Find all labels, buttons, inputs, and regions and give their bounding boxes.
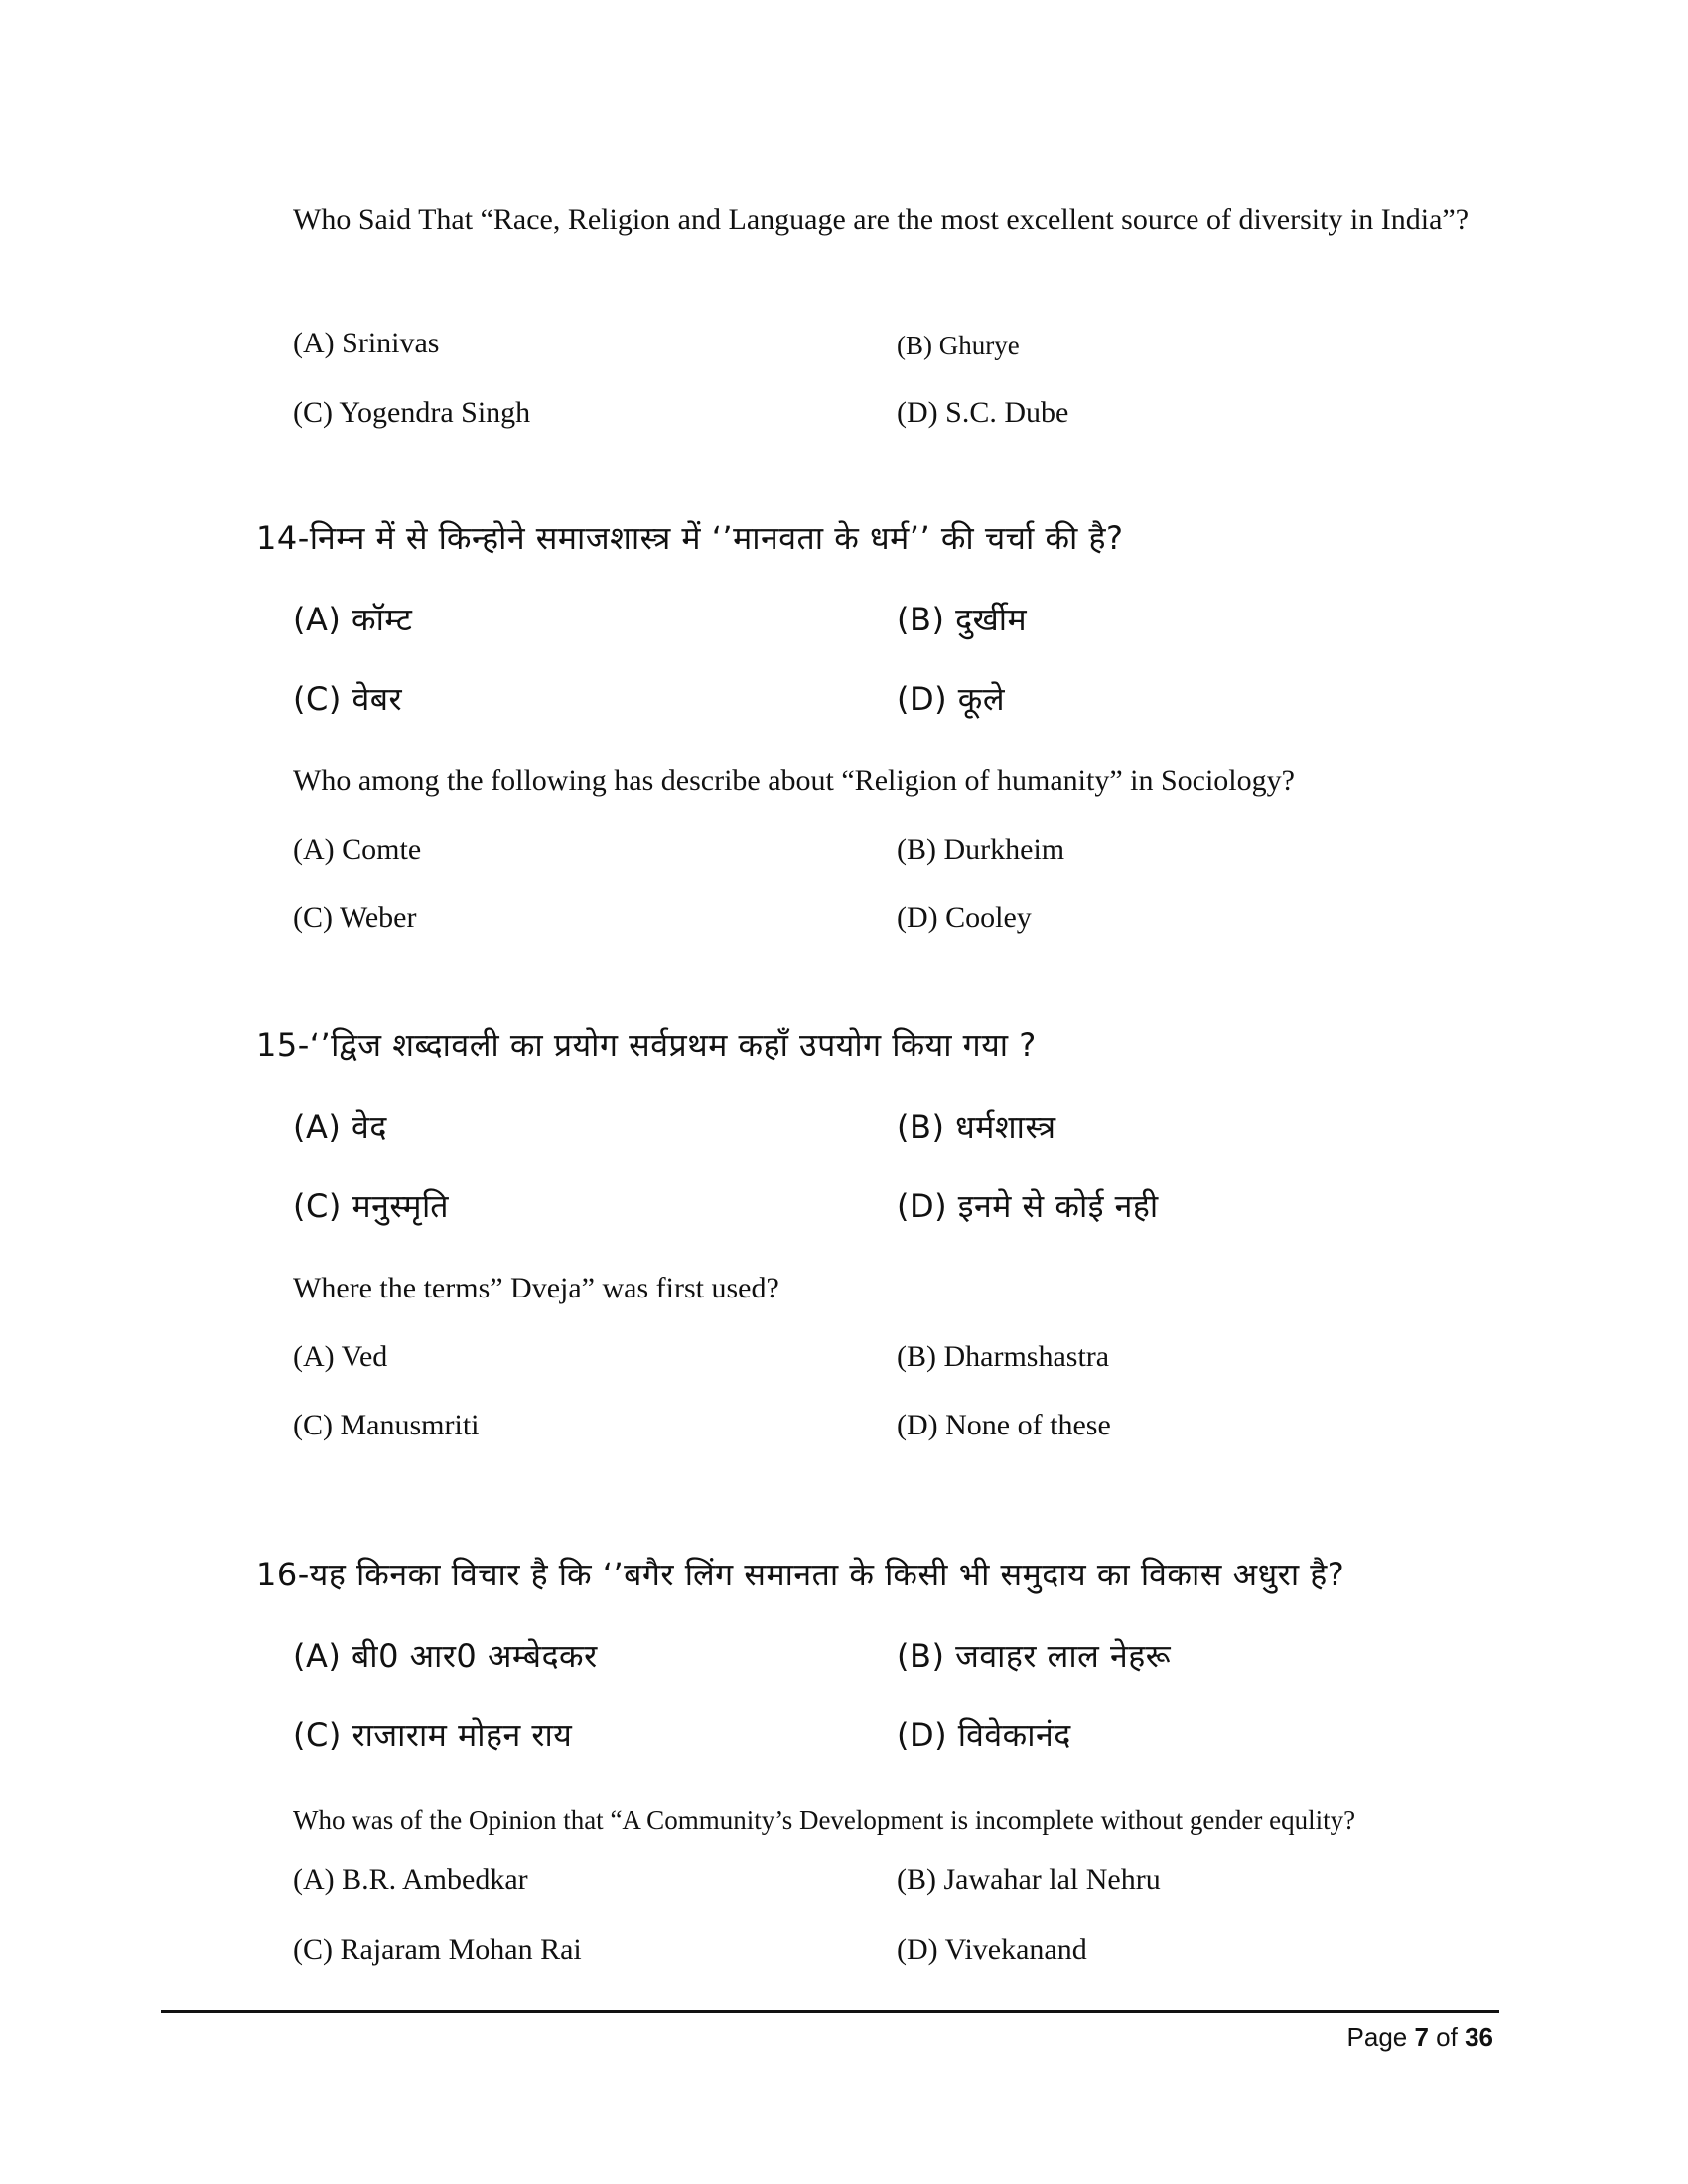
q13-option-b: (B) Ghurye [897, 331, 1020, 360]
q14-hindi-option-c: (C) वेबर [293, 680, 403, 718]
q13-option-c: (C) Yogendra Singh [293, 396, 531, 429]
q15-hindi-option-a: (A) वेद [293, 1108, 387, 1146]
page-mid: of [1428, 2022, 1466, 2052]
q14-option-a: (A) Comte [293, 833, 422, 866]
q13-english-question: Who Said That “Race, Religion and Language are the most excellent source of diversity in India”? [293, 204, 1470, 236]
q16-option-b: (B) Jawahar lal Nehru [897, 1863, 1161, 1896]
q14-hindi-option-d: (D) कूले [897, 680, 1006, 718]
footer-divider [161, 2010, 1499, 2013]
q16-option-c: (C) Rajaram Mohan Rai [293, 1933, 582, 1966]
q15-hindi-option-b: (B) धर्मशास्त्र [897, 1108, 1056, 1146]
q16-english-question: Who was of the Opinion that “A Community’s Development is incomplete without gender equlity? [293, 1805, 1356, 1835]
q14-hindi-question: 14-निम्न में से किन्होने समाजशास्त्र में ‘’मानवता के धर्म’’ की चर्चा की है? [256, 519, 1124, 557]
q14-hindi-option-a: (A) कॉम्ट [293, 601, 413, 638]
q13-option-a: (A) Srinivas [293, 327, 440, 359]
q16-hindi-option-b: (B) जवाहर लाल नेहरू [897, 1637, 1172, 1675]
q13-option-d: (D) S.C. Dube [897, 396, 1069, 429]
page-total: 36 [1465, 2022, 1493, 2052]
page-number [1347, 2021, 1493, 2053]
q15-hindi-option-d: (D) इनमे से कोई नही [897, 1187, 1159, 1225]
q16-option-d: (D) Vivekanand [897, 1933, 1087, 1966]
q15-english-question: Where the terms” Dveja” was first used? [293, 1272, 779, 1304]
q14-english-question: Who among the following has describe about “Religion of humanity” in Sociology? [293, 764, 1295, 797]
q14-option-b: (B) Durkheim [897, 833, 1065, 866]
q16-hindi-option-d: (D) विवेकानंद [897, 1716, 1071, 1754]
q15-option-b: (B) Dharmshastra [897, 1340, 1110, 1373]
page-current: 7 [1414, 2022, 1429, 2052]
q16-hindi-question: 16-यह किनका विचार है कि ‘’बगैर लिंग समानता के किसी भी समुदाय का विकास अधुरा है? [256, 1556, 1345, 1593]
q15-hindi-question: 15-‘’द्विज शब्दावली का प्रयोग सर्वप्रथम कहाँ उपयोग किया गया ? [256, 1026, 1037, 1064]
q15-option-a: (A) Ved [293, 1340, 388, 1373]
q16-hindi-option-a: (A) बी0 आर0 अम्बेदकर [293, 1637, 598, 1675]
q15-option-c: (C) Manusmriti [293, 1409, 480, 1441]
q16-hindi-option-c: (C) राजाराम मोहन राय [293, 1716, 573, 1754]
page-prefix: Page [1346, 2022, 1415, 2052]
q14-hindi-option-b: (B) दुर्खीम [897, 601, 1028, 638]
q15-hindi-option-c: (C) मनुस्मृति [293, 1187, 449, 1225]
q15-option-d: (D) None of these [897, 1409, 1111, 1441]
q16-option-a: (A) B.R. Ambedkar [293, 1863, 528, 1896]
q14-option-c: (C) Weber [293, 901, 417, 934]
q14-option-d: (D) Cooley [897, 901, 1032, 934]
